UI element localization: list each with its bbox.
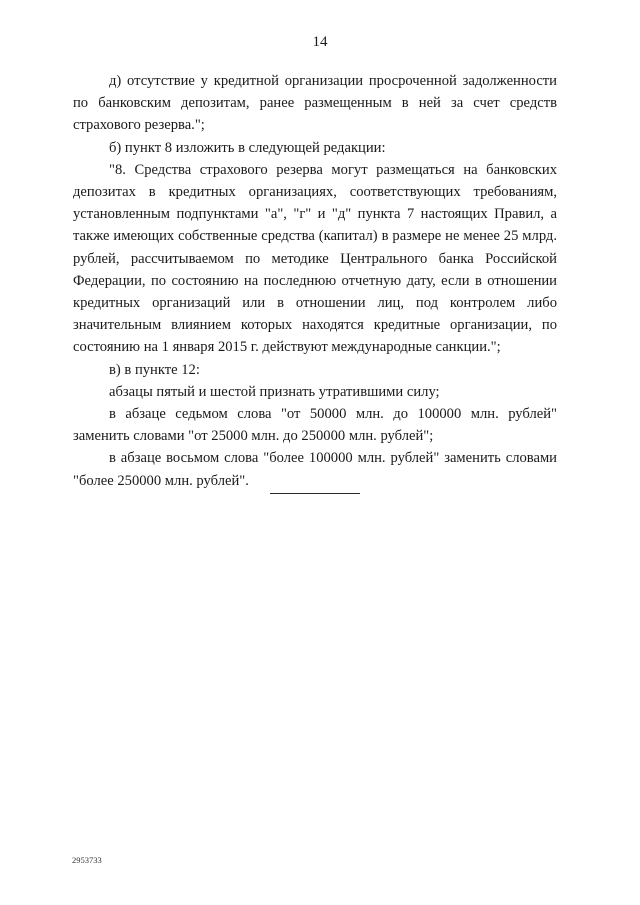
paragraph-subitem-v: в) в пункте 12: xyxy=(109,361,200,378)
paragraph-subitem-d: д) отсутствие у кредитной организации просроченной задолженности по банковским депозитам, ранее размещенным в ней за счет средств страхового резерва."; xyxy=(73,73,557,134)
paragraph-abzacy-5-6: абзацы пятый и шестой признать утратившими силу; xyxy=(109,383,440,400)
document-body xyxy=(73,70,557,492)
paragraph-abzac-7: в абзаце седьмом слова "от 50000 млн. до 100000 млн. рублей" заменить словами "от 25000 млн. до 250000 млн. рублей"; xyxy=(73,406,557,445)
document-footer-code: 2953733 xyxy=(72,855,102,865)
paragraph-abzac-8: в абзаце восьмом слова "более 100000 млн. рублей" заменить словами "более 250000 млн. рублей". xyxy=(73,450,557,489)
page-number: 14 xyxy=(312,34,328,50)
end-separator-line xyxy=(270,493,360,494)
paragraph-point-8-text: "8. Средства страхового резерва могут размещаться на банковских депозитах в кредитных организациях, соответствующих требованиям, установленным подпунктами "а", "г" и "д" пункта 7 настоящих Правил, а также имеющих собственные средства (капитал) в размере не менее 25 млрд. рублей, рассчитываемом по методике Центрального банка Российской Федерации, по состоянию на последнюю отчетную дату, если в отношении кредитных организаций или в отношении лиц, под контролем либо значительным влиянием которых находятся кредитные организации, по состоянию на 1 января 2015 г. действуют международные санкции."; xyxy=(73,161,557,356)
paragraph-subitem-b: б) пункт 8 изложить в следующей редакции: xyxy=(109,139,386,156)
